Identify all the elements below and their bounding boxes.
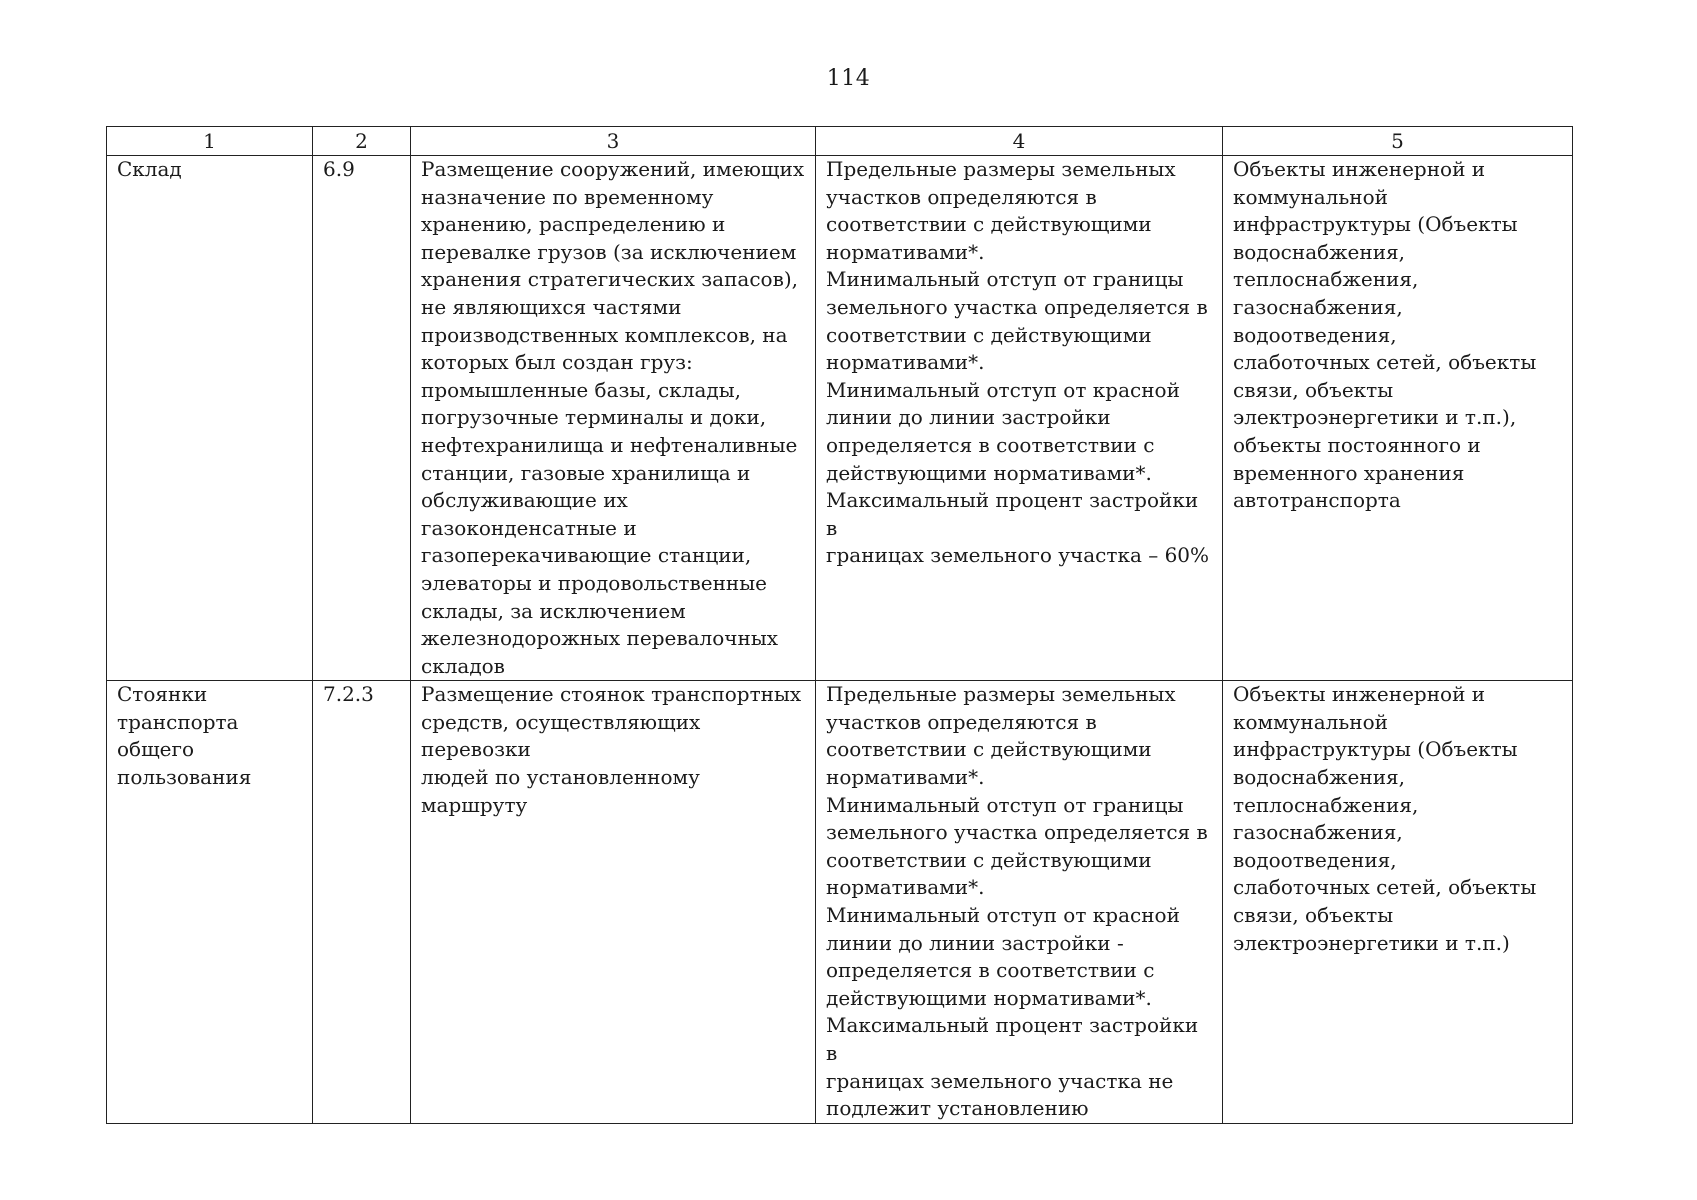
use-parameters-cell — [816, 156, 1223, 681]
column-header-4: 4 — [816, 127, 1223, 156]
use-name: Склад — [117, 157, 182, 181]
column-header-5: 5 — [1223, 127, 1573, 156]
column-header-3: 3 — [411, 127, 816, 156]
use-objects: Объекты инженерной и коммунальной инфраструктуры (Объекты водоснабжения, теплоснабжения, газоснабжения, водоотведения, слаботочных сетей, объекты связи, объекты электроэнергетики и т.п.) — [1233, 682, 1537, 955]
use-name-cell — [107, 681, 313, 1124]
use-description: Размещение стоянок транспортных средств, осуществляющих перевозки людей по установленному маршруту — [421, 682, 802, 817]
column-header-1: 1 — [107, 127, 313, 156]
use-description: Размещение сооружений, имеющих назначение по временному хранению, распределению и перевалке грузов (за исключением хранения стратегических запасов), не являющихся частями производственных комплексов, на которых был создан груз: промышленные базы, склады, погрузочные терминалы и доки, нефтехранилища и нефтеналивные станции, газовые хранилища и обслуживающие их газоконденсатные и газоперекачивающие станции, элеваторы и продовольственные склады, за исключением железнодорожных перевалочных складов — [421, 157, 805, 678]
use-objects: Объекты инженерной и коммунальной инфраструктуры (Объекты водоснабжения, теплоснабжения, газоснабжения, водоотведения, слаботочных сетей, объекты связи, объекты электроэнергетики и т.п.), объекты постоянного и временного хранения автотранспорта — [1233, 157, 1537, 513]
use-objects-cell — [1223, 156, 1573, 681]
use-parameters: Предельные размеры земельных участков определяются в соответствии с действующими нормативами*. Минимальный отступ от границы земельного участка определяется в соответствии с действующими нормативами*. Минимальный отступ от красной линии до линии застройки определяется в соответствии с действующими нормативами*. Максимальный процент застройки в границах земельного участка – 60% — [826, 157, 1210, 568]
page-number: 114 — [826, 66, 871, 91]
use-name: Стоянки транспорта общего пользования — [117, 682, 252, 790]
use-code-cell — [313, 156, 411, 681]
use-code-cell — [313, 681, 411, 1124]
use-parameters: Предельные размеры земельных участков определяются в соответствии с действующими нормативами*. Минимальный отступ от границы земельного участка определяется в соответствии с действующими нормативами*. Минимальный отступ от красной линии до линии застройки - определяется в соответствии с действующими нормативами*. Максимальный процент застройки в границах земельного участка не подлежит установлению — [826, 682, 1208, 1121]
use-name-cell — [107, 156, 313, 681]
use-code: 6.9 — [323, 157, 355, 181]
use-description-cell — [411, 156, 816, 681]
land-use-table — [106, 126, 1573, 1124]
use-parameters-cell — [816, 681, 1223, 1124]
table-row — [107, 156, 1573, 681]
use-objects-cell — [1223, 681, 1573, 1124]
column-header-2: 2 — [313, 127, 411, 156]
table-row — [107, 681, 1573, 1124]
table-header-row — [107, 127, 1573, 156]
use-description-cell — [411, 681, 816, 1124]
use-code: 7.2.3 — [323, 682, 374, 707]
